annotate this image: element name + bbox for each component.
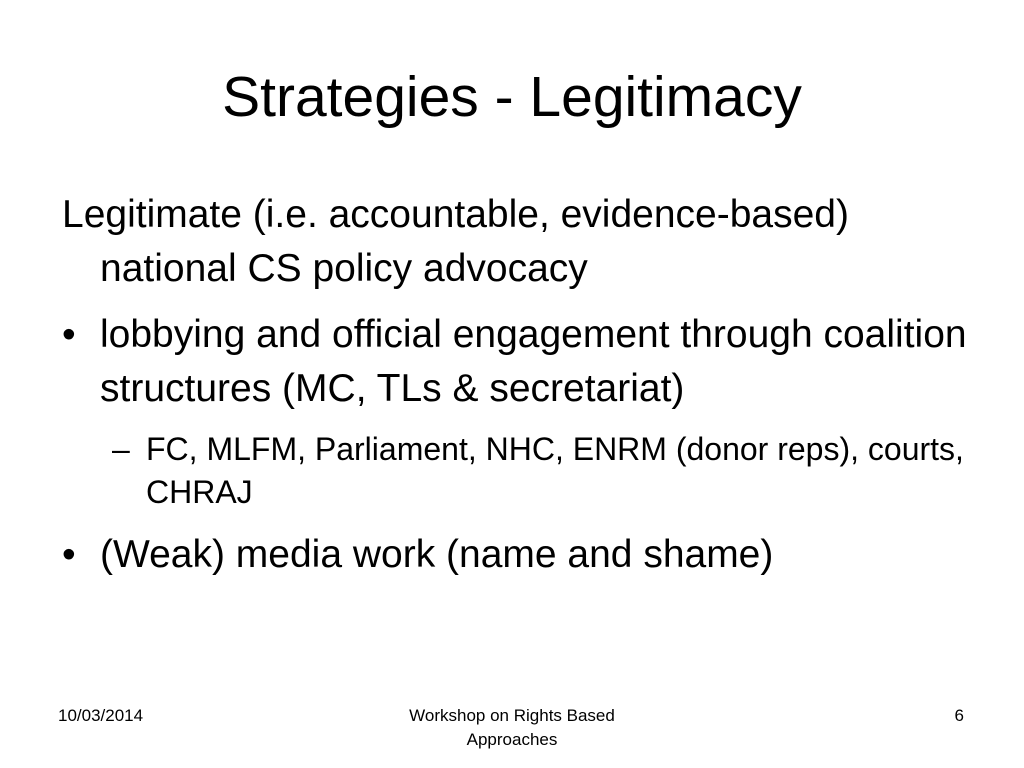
footer-title-line2: Approaches [466, 730, 558, 749]
bullet-text: (Weak) media work (name and shame) [100, 533, 774, 576]
bullet-item-media [62, 528, 982, 582]
slide-title: Strategies - Legitimacy [222, 65, 802, 129]
bullet-marker: • [62, 533, 76, 576]
slide-body [62, 188, 982, 594]
footer-title [362, 704, 662, 752]
footer-page-number: 6 [954, 706, 964, 725]
bullet-text: lobbying and official engagement through coalition structures (MC, TLs & secretariat) [100, 313, 967, 410]
sub-bullet-item-institutions [62, 428, 982, 514]
sub-bullet-marker: – [112, 431, 130, 467]
sub-bullet-text: FC, MLFM, Parliament, NHC, ENRM (donor reps), courts, CHRAJ [146, 431, 964, 510]
footer-date: 10/03/2014 [58, 706, 144, 725]
footer-title-line1: Workshop on Rights Based [409, 706, 615, 725]
intro-paragraph: Legitimate (i.e. accountable, evidence-based) national CS policy advocacy [62, 193, 849, 290]
bullet-item-lobbying [62, 308, 982, 416]
bullet-marker: • [62, 313, 76, 356]
